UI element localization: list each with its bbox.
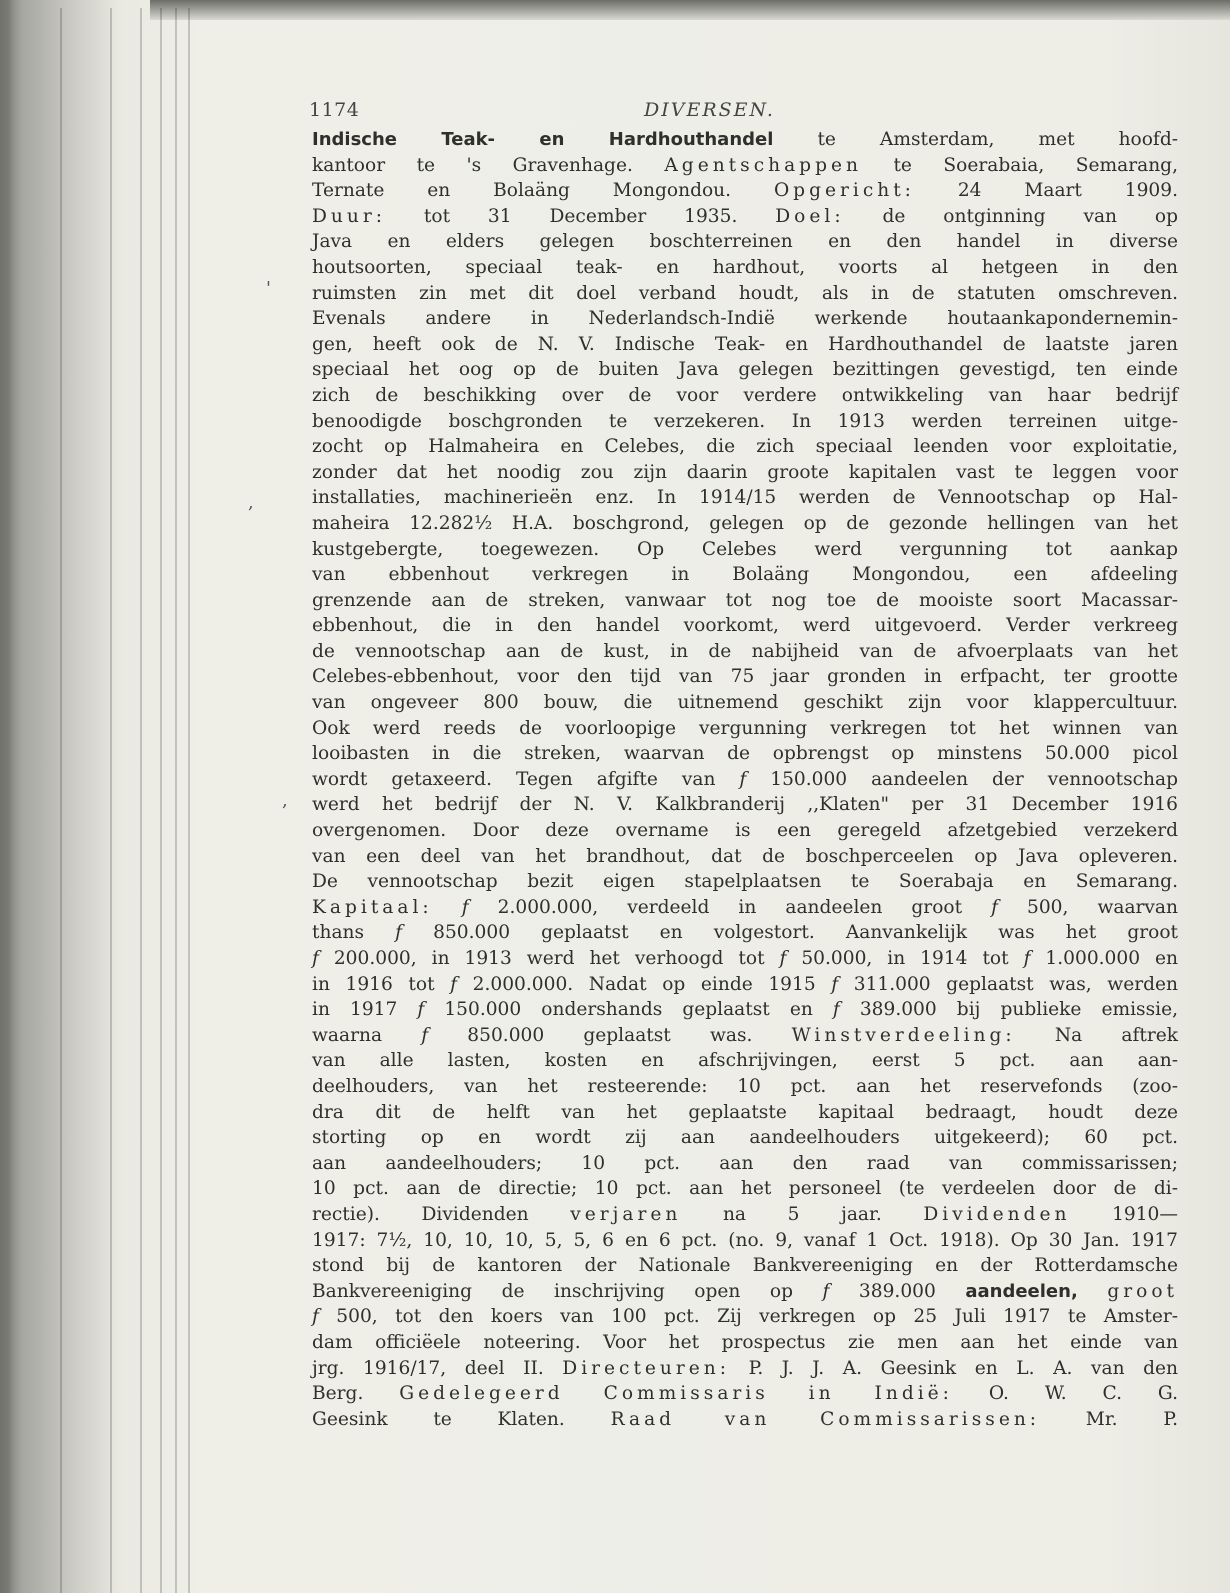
text-segment: f xyxy=(421,1024,429,1046)
spaced-keyword: Opgericht: xyxy=(773,180,915,202)
text-segment: 2.000.000. Nadat op einde 1915 xyxy=(457,973,832,995)
text-segment: waarna xyxy=(312,1024,422,1046)
text-segment: Mr. P. xyxy=(1040,1408,1178,1430)
text-line xyxy=(312,792,1178,818)
text-line xyxy=(312,409,1178,435)
text-segment: zocht op Halmaheira en Celebes, die zich speciaal leenden voor exploitatie, xyxy=(312,436,1178,458)
text-segment: 24 Maart 1909. xyxy=(914,180,1178,202)
text-segment: f xyxy=(312,1306,319,1328)
spaced-keyword: groot xyxy=(1107,1280,1178,1302)
spaced-keyword: Raad van Commissarissen: xyxy=(610,1408,1041,1430)
text-line xyxy=(312,127,1178,153)
text-segment: jrg. 1916/17, deel II. xyxy=(312,1357,563,1379)
text-segment: 500, tot den koers van 100 pct. Zij verkregen op 25 Juli 1917 te Amster- xyxy=(318,1306,1178,1328)
text-segment: f xyxy=(822,1280,830,1302)
text-segment: f xyxy=(312,948,319,969)
text-line xyxy=(312,1023,1178,1049)
text-segment xyxy=(1078,1281,1108,1302)
text-line xyxy=(312,1407,1178,1433)
text-segment: overgenomen. Door deze overname is een geregeld afzetgebied verzekerd xyxy=(312,820,1178,842)
text-segment: 10 pct. aan de directie; 10 pct. aan het personeel (te verdeelen door de di- xyxy=(312,1178,1178,1200)
article-body xyxy=(312,127,1178,1432)
text-segment: 389.000 xyxy=(829,1280,966,1302)
text-segment: dam officiëele noteering. Voor het prospectus zie men aan het einde van xyxy=(312,1331,1178,1353)
text-line xyxy=(312,818,1178,844)
text-line xyxy=(312,1330,1178,1356)
text-line xyxy=(312,920,1178,946)
text-segment: houtsoorten, speciaal teak- en hardhout, voorts al hetgeen in den xyxy=(312,256,1178,278)
text-segment: Ternate en Bolaäng Mongondou. xyxy=(312,180,774,202)
text-segment: 850.000 geplaatst was. xyxy=(428,1024,792,1046)
page-edge xyxy=(188,8,190,1593)
text-segment: grenzende aan de streken, vanwaar tot nog toe de mooiste soort Macassar- xyxy=(312,589,1178,611)
text-line xyxy=(312,1048,1178,1074)
text-segment: aan aandeelhouders; 10 pct. aan den raad van commissarissen; xyxy=(312,1152,1178,1174)
text-line xyxy=(312,588,1178,614)
text-line xyxy=(312,460,1178,486)
text-line xyxy=(312,1202,1178,1228)
text-segment: 1917: 7½, 10, 10, 10, 5, 5, 6 en 6 pct. (no. 9, vanaf 1 Oct. 1918). Op 30 Jan. 1917 xyxy=(312,1229,1178,1251)
text-segment: de ontginning van op xyxy=(844,205,1178,227)
text-line xyxy=(312,434,1178,460)
text-segment: de vennootschap aan de kust, in de nabijheid van de afvoerplaats van het xyxy=(312,640,1178,662)
margin-mark: , xyxy=(248,492,254,513)
bold-heading-text: Indische Teak- en Hardhouthandel xyxy=(312,129,774,150)
text-line xyxy=(312,972,1178,998)
text-segment: in 1916 tot xyxy=(312,973,451,995)
text-segment: f xyxy=(831,973,839,995)
text-segment: van ebbenhout verkregen in Bolaäng Mongondou, een afdeeling xyxy=(312,564,1178,586)
text-segment: 1.000.000 en xyxy=(1030,948,1178,969)
text-segment: te Soerabaia, Semarang, xyxy=(861,154,1178,176)
text-segment: deelhouders, van het resteerende: 10 pct. aan het reservefonds (zoo- xyxy=(312,1075,1178,1097)
text-line xyxy=(312,255,1178,281)
text-line xyxy=(312,306,1178,332)
text-segment: f xyxy=(832,999,840,1021)
text-segment: f xyxy=(417,999,425,1021)
text-line xyxy=(312,562,1178,588)
text-line xyxy=(312,204,1178,230)
text-segment: f xyxy=(450,973,458,995)
text-line xyxy=(312,1356,1178,1382)
page-edge xyxy=(140,8,142,1593)
text-segment: ruimsten zin met dit doel verband houdt, als in de statuten omschreven. xyxy=(312,282,1178,304)
text-line xyxy=(312,229,1178,255)
text-line xyxy=(312,997,1178,1023)
text-segment: kustgebergte, toegewezen. Op Celebes werd vergunning tot aankap xyxy=(312,538,1178,560)
text-segment: na 5 jaar. xyxy=(681,1203,924,1225)
text-line xyxy=(312,946,1178,972)
text-line xyxy=(312,1253,1178,1279)
text-segment: f xyxy=(395,922,403,944)
text-line xyxy=(312,511,1178,537)
text-segment: zich de beschikking over de voor verdere ontwikkeling van haar bedrijf xyxy=(312,384,1178,406)
spaced-keyword: Duur: xyxy=(312,205,387,227)
text-segment: ebbenhout, die in den handel voorkomt, werd uitgevoerd. Verder verkreeg xyxy=(312,615,1178,637)
text-segment: kantoor te 's Gravenhage. xyxy=(312,154,665,176)
text-segment: van ongeveer 800 bouw, die uitnemend geschikt zijn voor klappercultuur. xyxy=(312,692,1178,714)
text-line xyxy=(312,178,1178,204)
text-segment: van een deel van het brandhout, dat de boschperceelen op Java opleveren. xyxy=(312,845,1178,867)
text-line xyxy=(312,1074,1178,1100)
text-segment: Na aftrek xyxy=(1015,1024,1178,1046)
text-segment: te Amsterdam, met hoofd- xyxy=(773,129,1179,150)
text-segment: stond bij de kantoren der Nationale Bankvereeniging en der Rotterdamsche xyxy=(312,1255,1178,1277)
text-line xyxy=(312,1381,1178,1407)
text-segment: gen, heeft ook de N. V. Indische Teak- en Hardhouthandel de laatste jaren xyxy=(312,333,1178,355)
text-segment: dra dit de helft van het geplaatste kapitaal bedraagt, houdt deze xyxy=(312,1101,1178,1123)
text-line xyxy=(312,1151,1178,1177)
text-segment: f xyxy=(779,948,787,969)
spaced-keyword: Agentschappen xyxy=(664,154,862,176)
page-header xyxy=(309,97,1178,127)
text-segment: f xyxy=(461,896,469,918)
text-line xyxy=(312,537,1178,563)
text-segment: van alle lasten, kosten en afschrijvingen, eerst 5 pct. aan aan- xyxy=(312,1050,1178,1072)
page-edge xyxy=(110,8,112,1593)
text-segment: maheira 12.282½ H.A. boschgrond, gelegen op de gezonde hellingen van het xyxy=(312,512,1178,534)
text-line xyxy=(312,844,1178,870)
text-line xyxy=(312,767,1178,793)
text-line xyxy=(312,1304,1178,1330)
text-segment: 389.000 bij publieke emissie, xyxy=(839,999,1179,1021)
spaced-keyword: Directeuren: xyxy=(562,1357,731,1379)
text-segment: f xyxy=(1023,948,1031,969)
text-line xyxy=(312,1279,1178,1305)
text-line xyxy=(312,357,1178,383)
text-segment: 311.000 geplaatst was, werden xyxy=(838,973,1178,995)
text-segment: O. W. C. G. xyxy=(952,1383,1178,1405)
text-segment: 50.000, in 1914 tot xyxy=(786,948,1024,969)
text-segment: 2.000.000, verdeeld in aandeelen groot xyxy=(468,896,992,918)
text-line xyxy=(312,1228,1178,1254)
margin-mark: ' xyxy=(266,278,271,299)
text-line xyxy=(312,153,1178,179)
text-segment: De vennootschap bezit eigen stapelplaatsen te Soerabaja en Semarang. xyxy=(312,871,1178,893)
text-segment: Bankvereeniging de inschrijving open op xyxy=(312,1280,823,1302)
page-edge xyxy=(60,8,62,1593)
text-line xyxy=(312,1100,1178,1126)
page-edge xyxy=(175,8,177,1593)
text-segment: tot 31 December 1935. xyxy=(386,205,776,227)
text-line xyxy=(312,485,1178,511)
text-line xyxy=(312,1176,1178,1202)
text-segment: installaties, machinerieën enz. In 1914/15 werden de Vennootschap op Hal- xyxy=(312,487,1178,509)
text-line xyxy=(312,613,1178,639)
text-segment: in 1917 xyxy=(312,999,418,1021)
text-segment: wordt getaxeerd. Tegen afgifte van xyxy=(312,768,740,790)
spaced-keyword: Doel: xyxy=(775,205,845,227)
text-line xyxy=(312,716,1178,742)
text-segment: 1910— xyxy=(1070,1203,1178,1225)
text-segment: Evenals andere in Nederlandsch-Indië werkende houtaankapondernemin- xyxy=(312,308,1178,330)
running-title: DIVERSEN. xyxy=(644,99,775,121)
text-segment: Berg. xyxy=(312,1383,400,1405)
text-line xyxy=(312,281,1178,307)
page-text-block xyxy=(309,97,1179,1432)
text-segment: Geesink te Klaten. xyxy=(312,1408,611,1430)
text-segment: storting op en wordt zij aan aandeelhouders uitgekeerd); 60 pct. xyxy=(312,1127,1178,1149)
text-segment: 200.000, in 1913 werd het verhoogd tot xyxy=(318,948,780,969)
page-number: 1174 xyxy=(309,99,360,121)
text-segment: 500, waarvan xyxy=(997,896,1178,918)
text-segment: Java en elders gelegen boschterreinen en den handel in diverse xyxy=(312,231,1178,253)
text-segment: looibasten in die streken, waarvan de opbrengst op minstens 50.000 picol xyxy=(312,743,1178,765)
text-segment: thans xyxy=(312,922,396,944)
page-top-edge xyxy=(150,0,1230,20)
spaced-keyword: verjaren xyxy=(570,1203,682,1225)
text-segment: f xyxy=(739,768,747,790)
text-line xyxy=(312,895,1178,921)
text-segment: 150.000 aandeelen der vennootschap xyxy=(746,768,1179,790)
text-segment: speciaal het oog op de buiten Java gelegen bezittingen gevestigd, ten einde xyxy=(312,359,1178,381)
text-segment: werd het bedrijf der N. V. Kalkbranderij ,,Klaten" per 31 December 1916 xyxy=(312,794,1178,816)
text-line xyxy=(312,332,1178,358)
spaced-keyword: Gedelegeerd Commissaris in Indië: xyxy=(399,1383,953,1405)
text-line xyxy=(312,639,1178,665)
text-segment: zonder dat het noodig zou zijn daarin groote kapitalen vast te leggen voor xyxy=(312,461,1178,483)
page-edge xyxy=(160,8,162,1593)
text-segment: 150.000 ondershands geplaatst en xyxy=(424,999,833,1021)
text-segment: 850.000 geplaatst en volgestort. Aanvankelijk was het groot xyxy=(402,922,1178,944)
text-segment: benoodigde boschgronden te verzekeren. In 1913 werden terreinen uitge- xyxy=(312,410,1178,432)
text-segment: f xyxy=(991,896,998,918)
text-line xyxy=(312,690,1178,716)
text-segment: Ook werd reeds de voorloopige vergunning verkregen tot het winnen van xyxy=(312,717,1178,739)
text-line xyxy=(312,664,1178,690)
bold-heading-text: aandeelen, xyxy=(965,1280,1078,1302)
text-segment xyxy=(433,897,462,918)
text-line xyxy=(312,869,1178,895)
text-line xyxy=(312,383,1178,409)
text-segment: Celebes-ebbenhout, voor den tijd van 75 jaar gronden in erfpacht, ter grootte xyxy=(312,666,1178,688)
text-line xyxy=(312,741,1178,767)
text-segment: rectie). Dividenden xyxy=(312,1203,571,1225)
spaced-keyword: Kapitaal: xyxy=(312,896,433,918)
page-gutter-shadow xyxy=(0,0,200,1593)
margin-mark: , xyxy=(282,790,288,811)
spaced-keyword: Winstverdeeling: xyxy=(791,1024,1016,1046)
text-segment: P. J. J. A. Geesink en L. A. van den xyxy=(730,1357,1178,1379)
spaced-keyword: Dividenden xyxy=(923,1203,1071,1225)
text-line xyxy=(312,1125,1178,1151)
